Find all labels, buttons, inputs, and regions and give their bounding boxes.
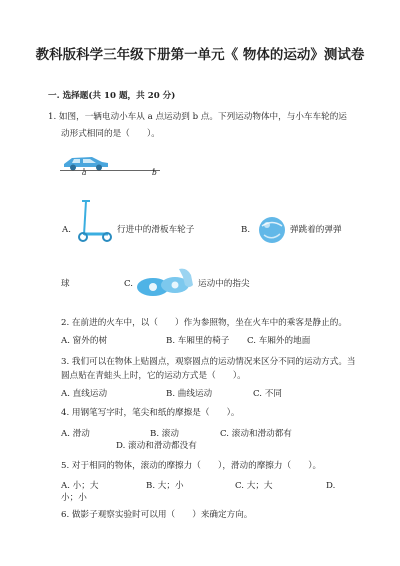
q3-option-c: C. 不同	[253, 389, 282, 399]
q2-option-a: A. 窗外的树	[61, 336, 108, 346]
fidget-spinner-icon	[135, 263, 197, 301]
q1-option-b-letter: B.	[241, 225, 251, 235]
scooter-icon	[74, 197, 116, 243]
page-title: 教科版科学三年级下册第一单元《 物体的运动》测试卷	[35, 47, 365, 63]
q4-option-d: D. 滚动和滑动都没有	[116, 441, 197, 451]
q1-option-c-text: 运动中的指尖	[198, 279, 250, 289]
q1-stem-line1: 1. 如图，一辆电动小车从 a 点运动到 b 点。下列运动物体中，与小车车轮的运	[48, 112, 347, 122]
q2-stem: 2. 在前进的火车中，以（ ）作为参照物，坐在火车中的乘客是静止的。	[61, 318, 347, 328]
point-b-label: b	[152, 168, 157, 177]
bouncy-ball-icon	[257, 215, 287, 245]
q1-option-b-continued: 球	[61, 279, 70, 289]
q1-option-a-text: 行进中的滑板车轮子	[117, 225, 195, 235]
q3-stem-line1: 3. 我们可以在物体上贴圆点，观察圆点的运动情况来区分不同的运动方式。当	[61, 357, 356, 367]
q5-option-c: C. 大；大	[235, 481, 273, 491]
q4-option-b: B. 滚动	[150, 429, 179, 439]
q1-option-c-letter: C.	[124, 279, 134, 289]
q4-option-c: C. 滚动和滑动都有	[220, 429, 292, 439]
q2-option-c: C. 车厢外的地面	[247, 336, 311, 346]
q3-option-a: A. 直线运动	[61, 389, 108, 399]
q2-option-b: B. 车厢里的椅子	[166, 336, 230, 346]
q5-option-d-continued: 小；小	[61, 493, 87, 503]
q3-option-b: B. 曲线运动	[166, 389, 213, 399]
q4-stem: 4. 用钢笔写字时，笔尖和纸的摩擦是（ ）。	[61, 408, 240, 418]
q6-stem: 6. 做影子观察实验时可以用（ ）来确定方向。	[61, 510, 253, 520]
car-track-figure	[58, 148, 178, 188]
section-heading: 一. 选择题(共 10 题，共 20 分)	[48, 91, 176, 101]
q4-option-a: A. 滑动	[61, 429, 90, 439]
q5-option-b: B. 大；小	[146, 481, 184, 491]
q5-option-d-letter: D.	[326, 481, 336, 491]
q5-option-a: A. 小；大	[61, 481, 99, 491]
q1-stem-line2: 动形式相同的是（ ）。	[61, 129, 160, 139]
q3-stem-line2: 圆点贴在青蛙头上时，它的运动方式是（ ）。	[61, 371, 246, 381]
point-a-label: a	[82, 168, 87, 177]
q5-stem: 5. 对于相同的物体，滚动的摩擦力（ ），滑动的摩擦力（ ）。	[61, 461, 322, 471]
q1-option-b-text: 弹跳着的弹弹	[290, 225, 342, 235]
q1-option-a-letter: A.	[62, 225, 71, 235]
